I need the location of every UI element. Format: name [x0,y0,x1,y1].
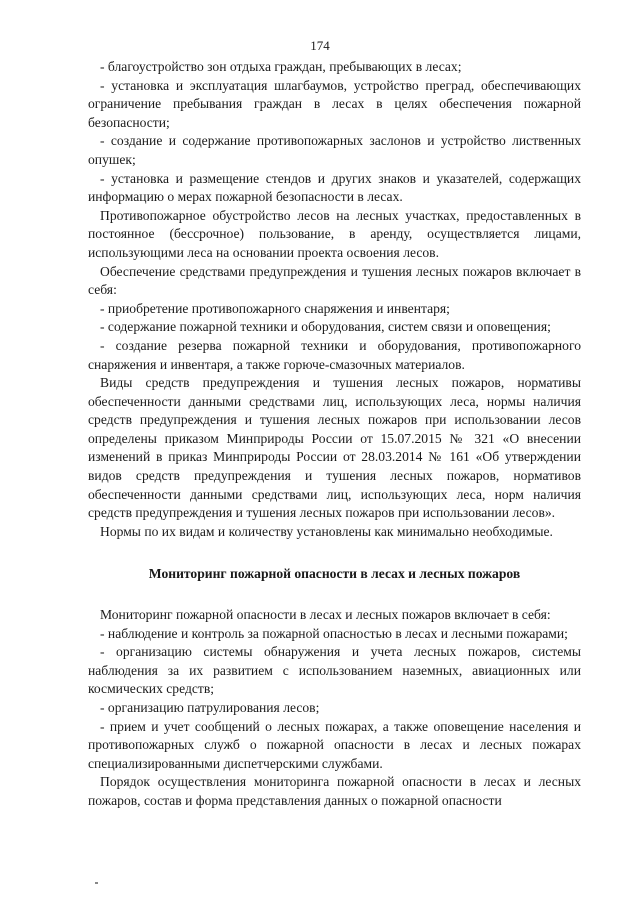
paragraph: - содержание пожарной техники и оборудования, систем связи и оповещения; [100,319,551,335]
paragraph: - организацию системы обнаружения и учета лесных пожаров, системы наблюдения за их развитием с использованием наземных, авиационных или космических средств; [88,644,581,697]
paragraph: Мониторинг пожарной опасности в лесах и лесных пожаров включает в себя: [100,607,551,623]
scan-speck [95,882,98,884]
paragraph: - установка и эксплуатация шлагбаумов, устройство преград, обеспечивающих ограничение пребывания граждан в лесах в целях обеспечения пожарной безопасности; [88,77,581,130]
paragraph: - создание резерва пожарной техники и оборудования, противопожарного снаряжения и инвентаря, а также горюче-смазочных материалов. [88,337,581,372]
paragraph: - наблюдение и контроль за пожарной опасностью в лесах и лесными пожарами; [100,625,568,641]
paragraph: - установка и размещение стендов и других знаков и указателей, содержащих информацию о мерах пожарной безопасности в лесах. [88,170,581,205]
paragraph: Противопожарное обустройство лесов на лесных участках, предоставленных в постоянное (бессрочное) пользование, в аренду, осуществляется лицами, использующими леса на основании проекта освоения лесов. [88,207,581,260]
paragraph: - организацию патрулирования лесов; [100,700,320,715]
page-number: 174 [310,38,330,53]
section-heading: Мониторинг пожарной опасности в лесах и лесных пожаров [148,566,521,582]
paragraph: Нормы по их видам и количеству установлены как минимально необходимые. [100,523,553,539]
paragraph: - приобретение противопожарного снаряжения и инвентаря; [100,300,450,316]
document-body [88,58,581,811]
paragraph: Виды средств предупреждения и тушения лесных пожаров, нормативы обеспеченности данными средствами лиц, использующих леса, нормы наличия средств предупреждения и тушения лесных пожаров при использовании лесов определены приказом Минприроды России от 15.07.2015 № 321 «О внесении изменений в приказ Минприроды России от 28.03.2014 № 161 «Об утверждении видов средств предупреждения и тушения лесных пожаров, нормативов обеспеченности данными средствами лиц, использующих леса, норм наличия средств предупреждения и тушения лесных пожаров при использовании лесов». [88,375,581,521]
paragraph: - создание и содержание противопожарных заслонов и устройство лиственных опушек; [88,133,581,167]
paragraph: - прием и учет сообщений о лесных пожарах, а также оповещение населения и противопожарных служб о пожарной опасности в лесах и лесных пожарах специализированными диспетчерскими службами. [88,718,581,771]
paragraph: - благоустройство зон отдыха граждан, пребывающих в лесах; [100,59,462,74]
paragraph: Обеспечение средствами предупреждения и тушения лесных пожаров включает в себя: [88,263,581,298]
paragraph: Порядок осуществления мониторинга пожарной опасности в лесах и лесных пожаров, состав и форма представления данных о пожарной опасности [88,774,581,808]
